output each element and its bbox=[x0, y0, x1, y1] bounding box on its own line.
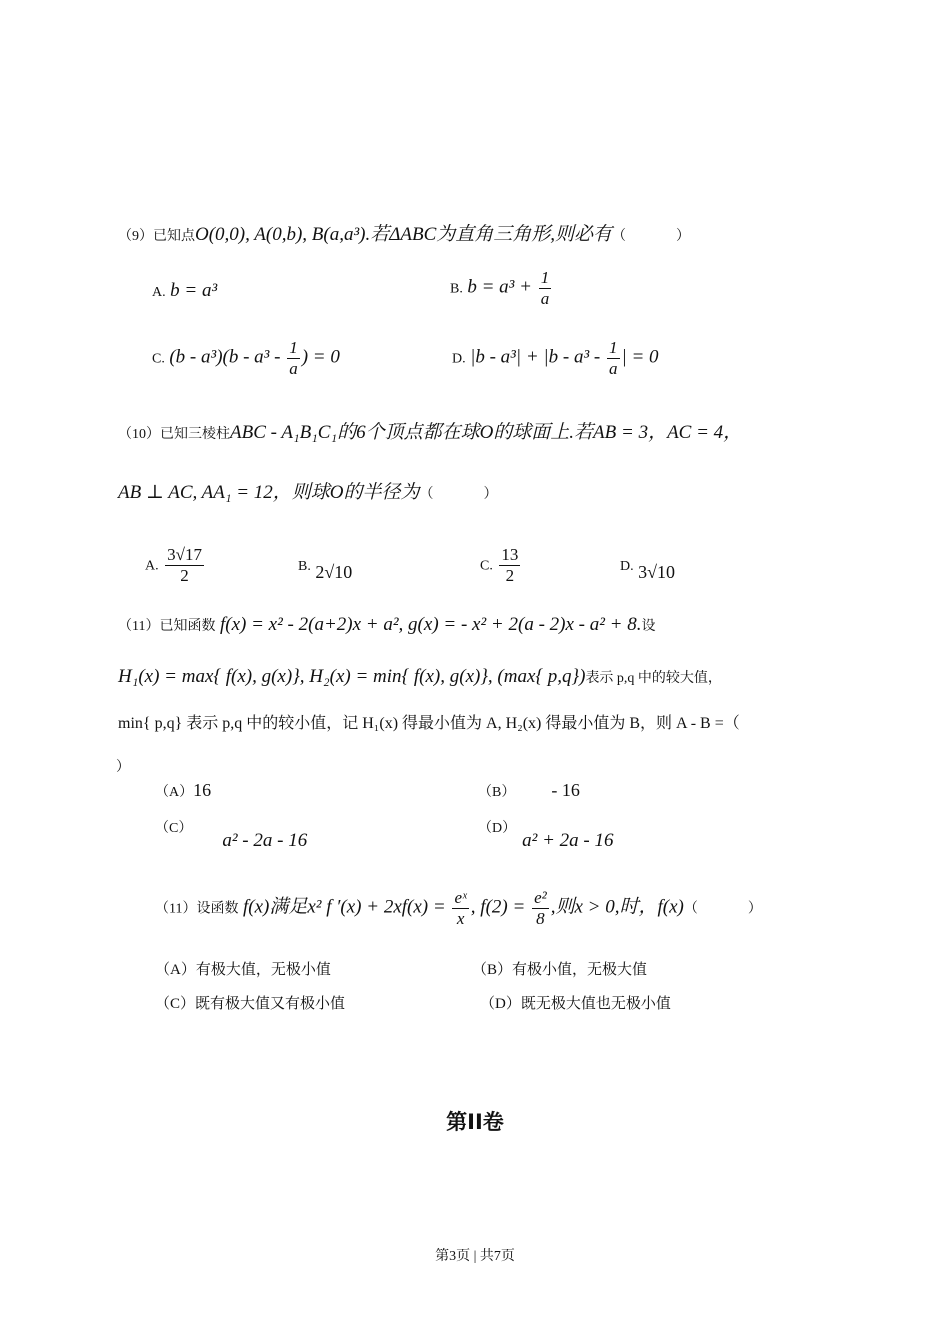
option-label: （D） bbox=[478, 821, 517, 836]
option-expr: (b - a³)(b - a³ - bbox=[169, 346, 286, 368]
fraction bbox=[452, 888, 468, 929]
numerator: eˣ bbox=[454, 888, 467, 907]
option-expr: a² + 2a - 16 bbox=[522, 830, 614, 851]
denominator: x bbox=[456, 909, 465, 928]
option-c bbox=[480, 545, 522, 586]
denominator: 8 bbox=[536, 909, 545, 928]
option-label: C. bbox=[152, 351, 165, 367]
option-text: 有极小值，无极大值 bbox=[512, 962, 648, 978]
numerator: e² bbox=[534, 888, 547, 907]
option-a bbox=[155, 958, 331, 982]
fraction bbox=[287, 338, 300, 379]
numerator: 1 bbox=[289, 338, 298, 357]
question-stem: f(x) = x² - 2(a+2)x + a², g(x) = - x² + 2(a - 2)x - a² + 8. bbox=[219, 614, 642, 635]
option-label: （B） bbox=[478, 785, 516, 800]
question-stem: H₁(x) = max{ f(x), g(x)}, H₂(x) = min{ f(x), g(x)}, (max{ p,q}) bbox=[118, 666, 586, 687]
option-d bbox=[620, 552, 676, 582]
denominator: a bbox=[540, 289, 550, 308]
option-b bbox=[450, 268, 553, 309]
option-expr: b = a³ + bbox=[467, 276, 537, 298]
answer-paren-open: （ bbox=[419, 487, 434, 502]
question-11b bbox=[155, 888, 762, 929]
option-text: 既有极大值又有极小值 bbox=[195, 996, 346, 1012]
numerator: 3√17 bbox=[167, 545, 202, 564]
option-expr-tail: | = 0 bbox=[621, 346, 659, 368]
question-stem: ,则x > 0,时，f(x) bbox=[550, 896, 684, 918]
question-stem: , f(2) = bbox=[470, 896, 531, 918]
answer-paren-close: ） bbox=[483, 487, 498, 502]
option-expr: 3√10 bbox=[638, 562, 676, 582]
option-expr: a² - 2a - 16 bbox=[222, 830, 308, 851]
question-11-line2 bbox=[118, 664, 722, 691]
option-d bbox=[452, 338, 659, 379]
question-stem: ABC - A₁B₁C₁的6个顶点都在球O的球面上.若AB = 3，AC = 4， bbox=[230, 422, 743, 443]
option-expr: |b - a³| + |b - a³ - bbox=[470, 346, 605, 368]
option-label: C. bbox=[480, 558, 493, 574]
answer-paren-open: （ bbox=[612, 229, 627, 244]
option-label: （C） bbox=[155, 821, 193, 836]
page-footer: 第3页 | 共7页 bbox=[435, 1249, 515, 1264]
option-text: 既无极大值也无极小值 bbox=[520, 996, 671, 1012]
fraction bbox=[539, 268, 552, 309]
option-d bbox=[478, 814, 614, 851]
question-stem: AB ⊥ AC, AA₁ = 12，则球O的半径为 bbox=[118, 482, 420, 503]
answer-paren-close: ） bbox=[676, 229, 691, 244]
question-number: （9）已知点 bbox=[118, 229, 195, 244]
option-expr-tail: ) = 0 bbox=[301, 346, 340, 368]
denominator: 2 bbox=[180, 566, 189, 585]
option-label: （C） bbox=[155, 996, 196, 1012]
option-label: B. bbox=[450, 281, 463, 297]
question-stem-tail: 表示 p,q 中的较大值， bbox=[585, 671, 722, 686]
fraction bbox=[165, 545, 204, 586]
option-label: D. bbox=[452, 351, 466, 367]
option-label: A. bbox=[152, 285, 166, 300]
option-text: 有极大值，无极小值 bbox=[195, 962, 331, 978]
answer-paren-close: ） bbox=[747, 901, 762, 917]
option-label: A. bbox=[145, 558, 159, 574]
question-stem: min{ p,q} 表示 p,q 中的较小值，记 H₁(x) 得最小值为 A, H₂(x) 得最小值为 B，则 A - B =（ bbox=[118, 715, 740, 732]
option-label: （A） bbox=[155, 962, 196, 978]
option-expr: - 16 bbox=[551, 780, 580, 800]
question-stem: f(x)满足x² f ′(x) + 2xf(x) = bbox=[242, 896, 451, 918]
answer-paren-open: （ bbox=[683, 901, 698, 917]
question-number: （11）已知函数 bbox=[118, 619, 216, 634]
option-d bbox=[480, 992, 671, 1016]
option-label: （A） bbox=[155, 785, 194, 800]
option-c bbox=[152, 338, 340, 379]
option-a bbox=[145, 545, 206, 586]
option-expr: 2√10 bbox=[315, 562, 353, 582]
option-a bbox=[155, 778, 211, 805]
option-c bbox=[155, 992, 345, 1016]
question-11-line3 bbox=[118, 712, 740, 736]
fraction bbox=[532, 888, 549, 929]
fraction bbox=[607, 338, 620, 379]
section-title: 第II卷 bbox=[446, 1110, 504, 1134]
question-11 bbox=[118, 612, 656, 639]
option-label: （B） bbox=[472, 962, 513, 978]
denominator: 2 bbox=[505, 566, 515, 585]
question-stem: O(0,0), A(0,b), B(a,a³).若ΔABC为直角三角形,则必有 bbox=[195, 224, 613, 245]
fraction bbox=[499, 545, 520, 586]
numerator: 1 bbox=[609, 338, 618, 357]
denominator: a bbox=[289, 359, 298, 378]
option-c bbox=[155, 814, 308, 851]
option-label: D. bbox=[620, 559, 634, 574]
question-10-line2 bbox=[118, 480, 498, 507]
question-9 bbox=[118, 222, 690, 249]
option-b bbox=[478, 778, 580, 805]
question-number: （10）已知三棱柱 bbox=[118, 427, 230, 442]
numerator: 1 bbox=[540, 268, 550, 287]
option-b bbox=[298, 552, 353, 582]
question-10 bbox=[118, 420, 742, 447]
option-a bbox=[152, 278, 217, 305]
option-b bbox=[472, 958, 647, 982]
denominator: a bbox=[609, 359, 618, 378]
option-label: （D） bbox=[480, 996, 521, 1012]
question-stem-tail: 设 bbox=[641, 619, 656, 634]
answer-paren-close: ） bbox=[116, 760, 130, 775]
option-label: B. bbox=[298, 559, 311, 574]
option-expr: b = a³ bbox=[170, 280, 218, 301]
option-expr: 16 bbox=[193, 780, 212, 800]
numerator: 13 bbox=[501, 545, 519, 564]
question-number: （11）设函数 bbox=[155, 901, 239, 917]
